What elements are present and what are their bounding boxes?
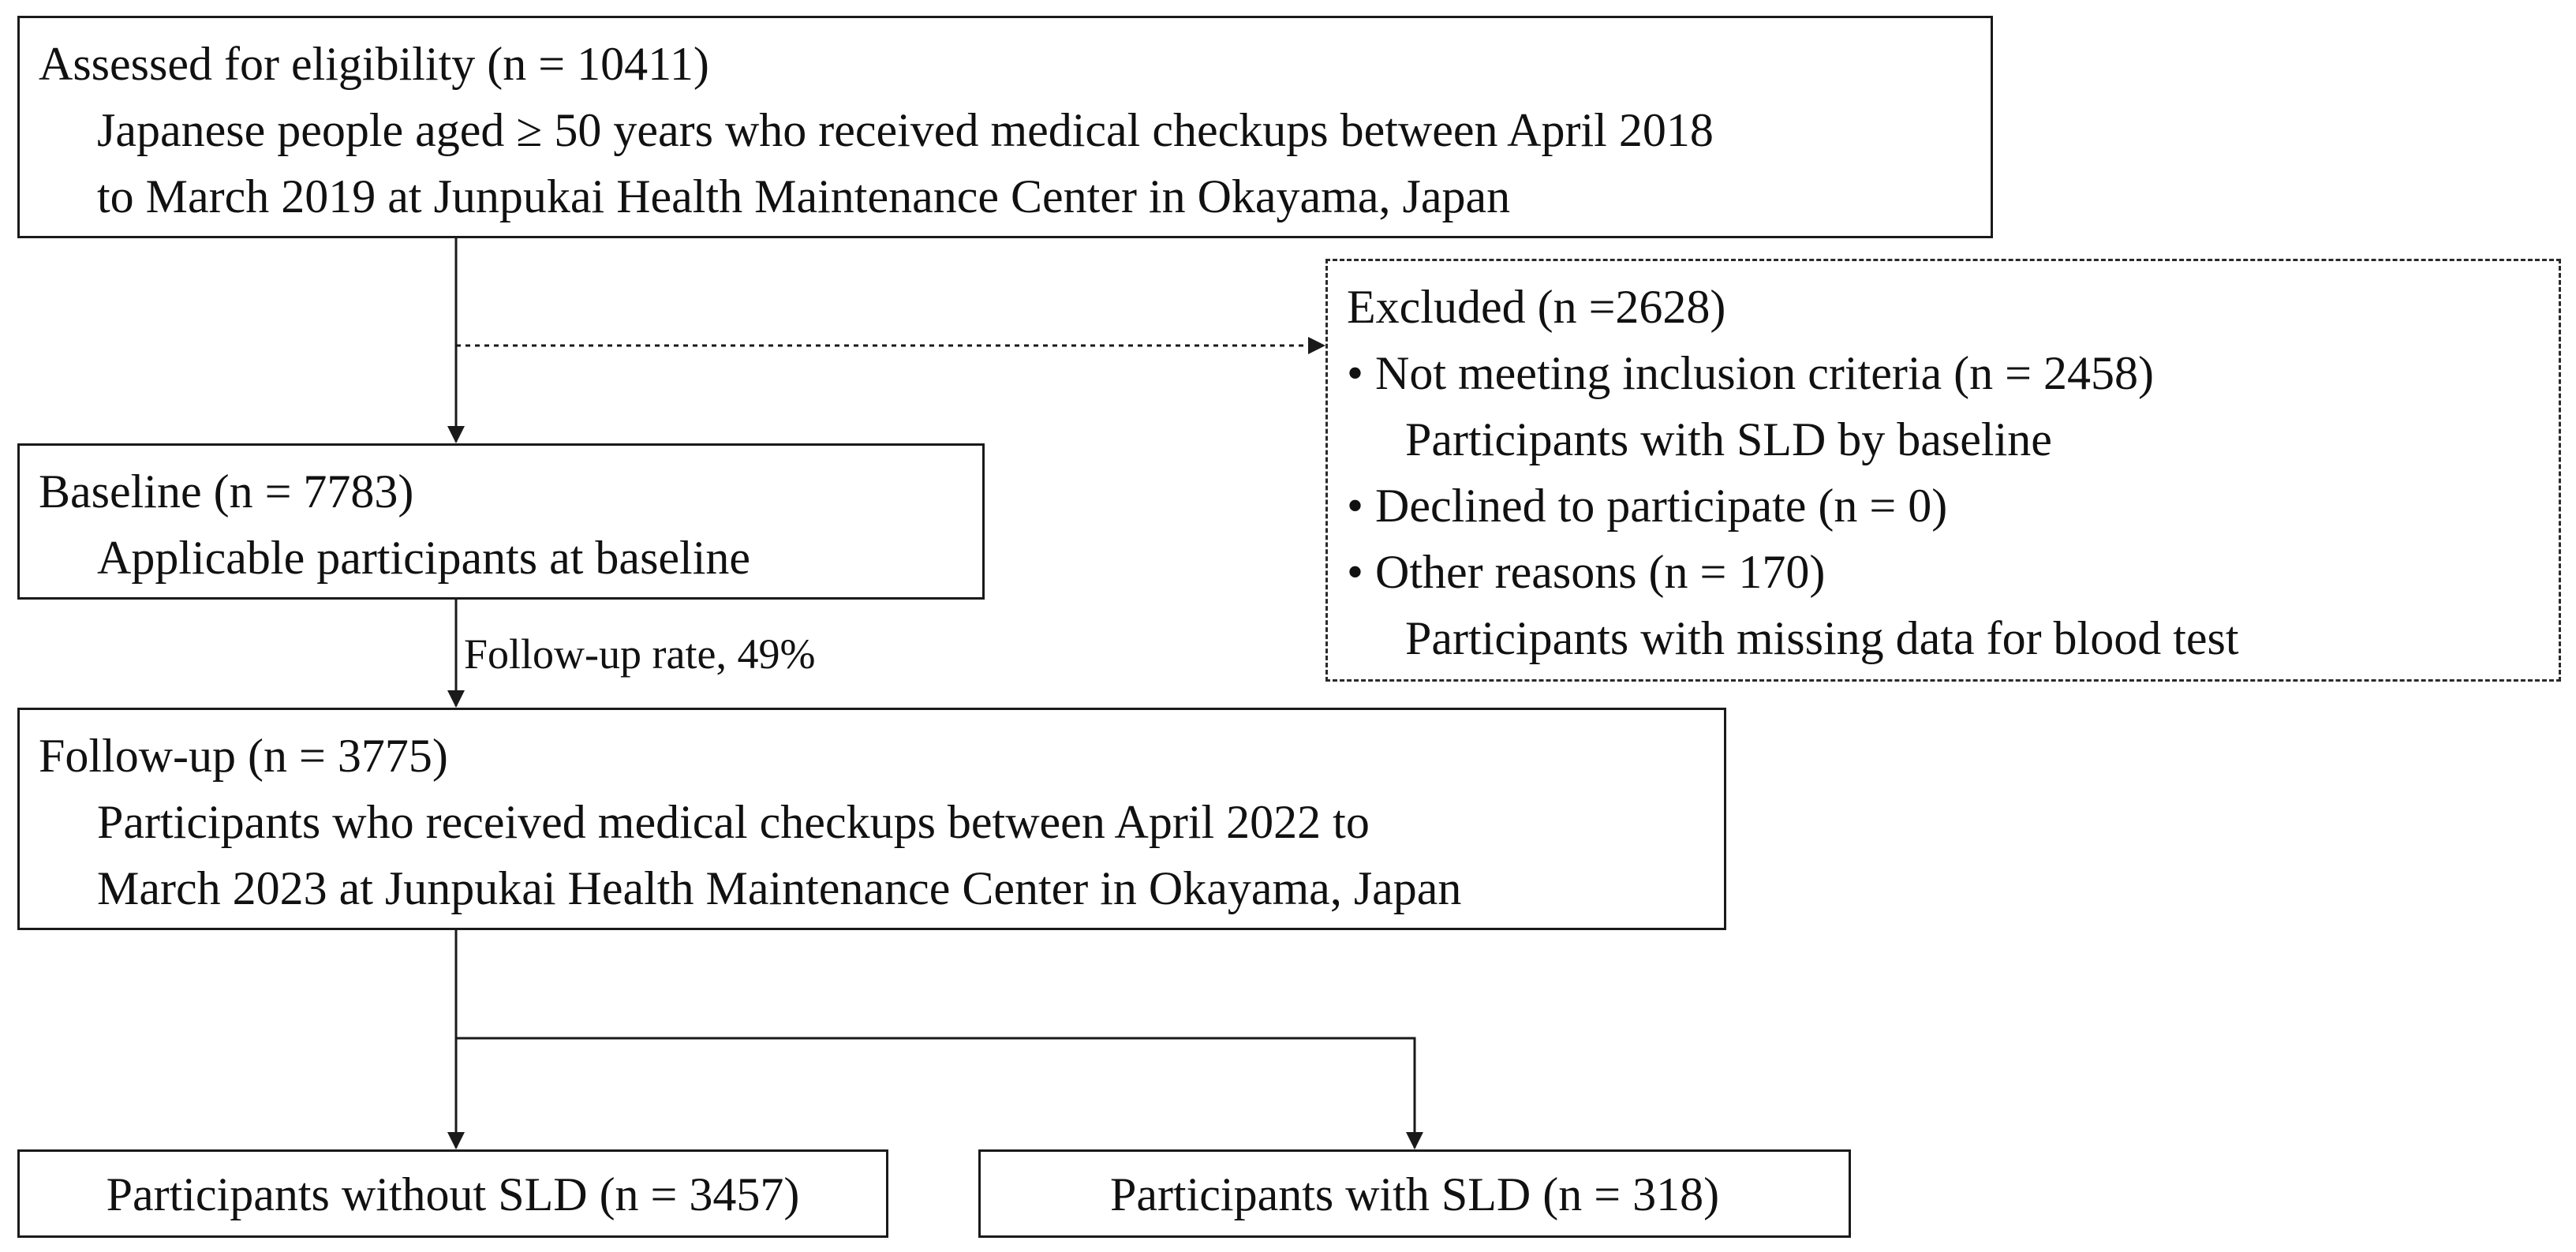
baseline-box: [17, 443, 985, 600]
excluded-item-inclusion-detail: Participants with SLD by baseline: [1405, 413, 2052, 465]
followup-title: Follow-up (n = 3775): [39, 730, 448, 782]
excluded-item-other: • Other reasons (n = 170): [1347, 546, 1826, 598]
eligibility-title: Assessed for eligibility (n = 10411): [39, 38, 709, 90]
without-sld-box: [17, 1149, 888, 1238]
excluded-box: [1325, 259, 2561, 682]
with-sld-label: Participants with SLD (n = 318): [1109, 1168, 1720, 1220]
followup-line1: Participants who received medical checkups between April 2022 to: [97, 796, 1370, 848]
baseline-line1: Applicable participants at baseline: [97, 532, 751, 584]
with-sld-box: [978, 1149, 1851, 1238]
excluded-title: Excluded (n =2628): [1347, 281, 1726, 333]
baseline-title: Baseline (n = 7783): [39, 465, 414, 518]
excluded-item-declined: • Declined to participate (n = 0): [1347, 480, 1948, 532]
followup-rate-label: Follow-up rate, 49%: [464, 630, 816, 678]
eligibility-box: [17, 16, 1993, 238]
eligibility-line2: to March 2019 at Junpukai Health Maintenance Center in Okayama, Japan: [97, 170, 1511, 222]
followup-line2: March 2023 at Junpukai Health Maintenance Center in Okayama, Japan: [97, 862, 1462, 914]
arrow-followup-to-with-sld: [456, 1038, 1415, 1148]
without-sld-label: Participants without SLD (n = 3457): [106, 1168, 800, 1220]
excluded-item-inclusion: • Not meeting inclusion criteria (n = 2458): [1347, 347, 2154, 399]
eligibility-line1: Japanese people aged ≥ 50 years who received medical checkups between April 2018: [97, 104, 1714, 156]
excluded-item-other-detail: Participants with missing data for blood test: [1405, 612, 2239, 664]
followup-box: [17, 708, 1726, 930]
